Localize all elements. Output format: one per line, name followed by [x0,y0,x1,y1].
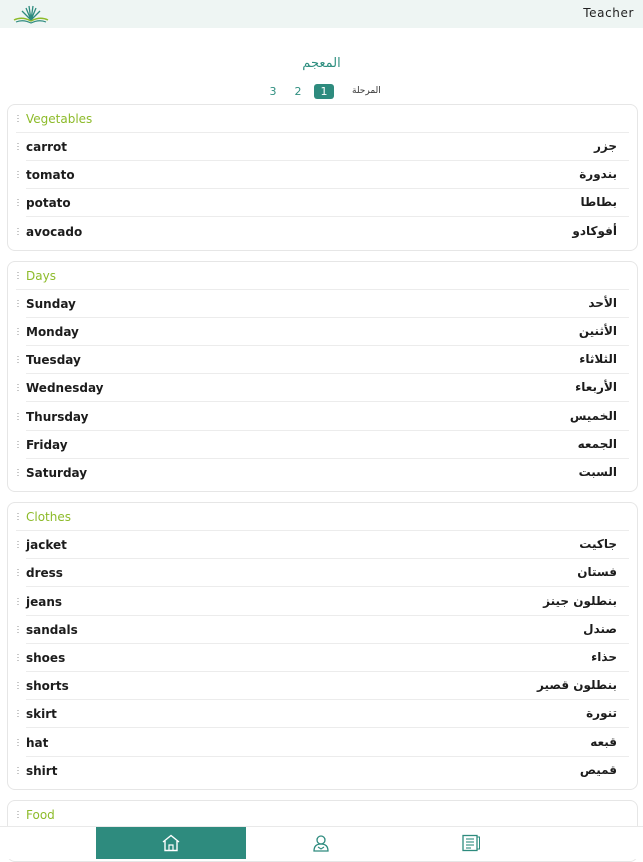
arabic-word: تنورة [586,706,617,721]
word-row[interactable] [8,616,637,644]
arabic-word: جاكيت [579,537,617,552]
english-word: jeans [26,594,63,609]
drag-handle-icon[interactable] [17,513,21,522]
arabic-word: بنطلون قصير [537,678,617,693]
word-row[interactable] [8,644,637,672]
word-row[interactable] [8,431,637,459]
arabic-word: قبعه [590,734,617,749]
category-card [7,502,638,790]
word-row[interactable] [8,133,637,161]
drag-handle-icon[interactable] [17,541,21,550]
drag-handle-icon[interactable] [17,598,21,607]
english-word: Thursday [26,409,89,424]
arabic-word: قميص [579,762,617,777]
page-title: المعجم [302,56,341,71]
drag-handle-icon[interactable] [17,739,21,748]
arabic-word: فستان [577,565,617,580]
word-row[interactable] [8,559,637,587]
stage-tab-1[interactable]: 1 [314,84,334,99]
arabic-word: صندل [583,621,617,636]
english-word: sandals [26,622,78,637]
word-row[interactable] [8,218,637,246]
word-row[interactable] [8,189,637,217]
drag-handle-icon[interactable] [17,441,21,450]
english-word: Monday [26,324,79,339]
student-icon [311,834,331,852]
category-card [7,261,638,492]
category-title: Food [26,808,55,822]
word-row[interactable] [8,346,637,374]
nav-home-button[interactable] [96,827,246,859]
drag-handle-icon[interactable] [17,682,21,691]
stage-tab-3[interactable]: 3 [269,85,277,98]
arabic-word: أفوكادو [572,223,617,238]
arabic-word: السبت [578,464,617,479]
english-word: dress [26,566,63,581]
word-row[interactable] [8,161,637,189]
drag-handle-icon[interactable] [17,143,21,152]
arabic-word: بطاطا [580,195,617,210]
drag-handle-icon[interactable] [17,228,21,237]
english-word: potato [26,196,71,211]
drag-handle-icon[interactable] [17,710,21,719]
english-word: Wednesday [26,381,104,396]
english-word: Friday [26,437,68,452]
arabic-word: الجمعه [577,436,617,451]
drag-handle-icon[interactable] [17,300,21,309]
english-word: shorts [26,679,69,694]
word-row[interactable] [8,403,637,431]
english-word: shirt [26,763,58,778]
arabic-word: الثلاثاء [579,352,617,367]
category-title: Vegetables [26,112,93,126]
category-title: Clothes [26,510,71,525]
header-divider [16,132,629,133]
drag-handle-icon[interactable] [17,654,21,663]
stage-selector [0,84,643,100]
drag-handle-icon[interactable] [17,413,21,422]
arabic-word: الأحد [588,295,617,310]
english-word: shoes [26,650,66,665]
english-word: hat [26,735,49,750]
english-word: Tuesday [26,353,81,368]
book-logo-icon [12,4,50,24]
arabic-word: الأثنين [578,323,617,338]
header-divider [16,289,629,290]
drag-handle-icon[interactable] [17,356,21,365]
drag-handle-icon[interactable] [17,569,21,578]
dictionary-icon [461,834,481,852]
word-row[interactable] [8,318,637,346]
category-card [7,104,638,251]
nav-students-button[interactable] [246,827,396,859]
drag-handle-icon[interactable] [17,272,21,281]
drag-handle-icon[interactable] [17,384,21,393]
bottom-navigation [0,826,643,859]
drag-handle-icon[interactable] [17,328,21,337]
arabic-word: بندورة [579,167,617,182]
drag-handle-icon[interactable] [17,199,21,208]
word-row[interactable] [8,757,637,785]
drag-handle-icon[interactable] [17,171,21,180]
drag-handle-icon[interactable] [17,626,21,635]
english-word: avocado [26,224,83,239]
word-row[interactable] [8,374,637,402]
arabic-word: بنطلون جينز [543,593,617,608]
english-word: Sunday [26,296,76,311]
arabic-word: الخميس [569,408,617,423]
home-icon [161,834,181,852]
drag-handle-icon[interactable] [17,767,21,776]
arabic-word: حذاء [591,649,617,664]
word-row[interactable] [8,729,637,757]
stage-tab-2[interactable]: 2 [294,85,302,98]
stage-label: المرحلة [352,86,381,96]
word-row[interactable] [8,588,637,616]
drag-handle-icon[interactable] [17,469,21,478]
english-word: tomato [26,168,75,183]
word-row[interactable] [8,672,637,700]
category-title: Days [26,268,56,283]
header-divider [16,530,629,531]
dictionary-list[interactable] [0,104,643,826]
word-row[interactable] [8,531,637,559]
english-word: jacket [26,538,67,553]
user-role-label: Teacher [583,6,634,20]
word-row[interactable] [8,700,637,728]
drag-handle-icon[interactable] [17,115,21,124]
word-row[interactable] [8,459,637,487]
english-word: skirt [26,707,57,722]
drag-handle-icon[interactable] [17,811,21,820]
arabic-word: جزر [593,139,617,153]
english-word: Saturday [26,465,88,480]
nav-dictionary-button[interactable] [396,827,546,859]
word-row[interactable] [8,290,637,318]
top-bar [0,0,643,28]
arabic-word: الأربعاء [575,380,617,395]
english-word: carrot [26,140,68,154]
